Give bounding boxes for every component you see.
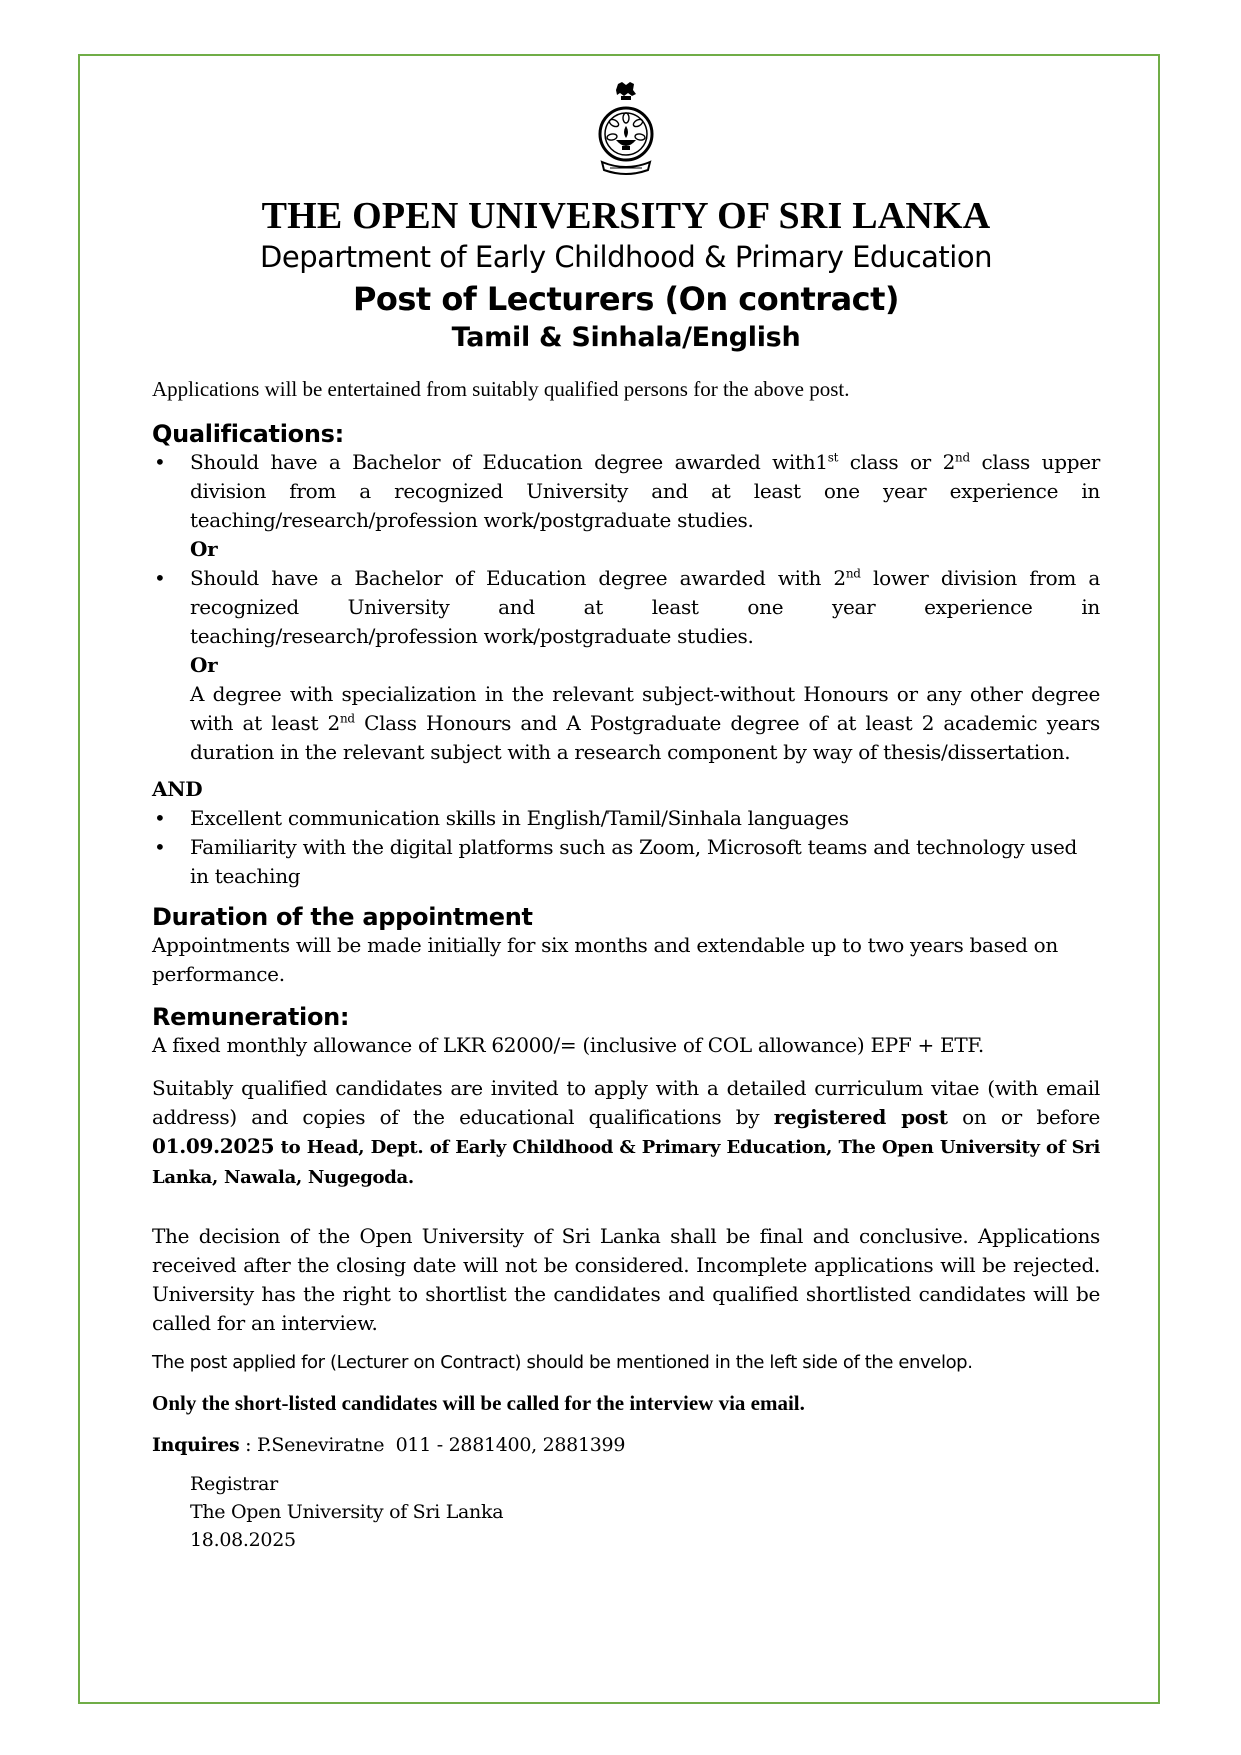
signature-block [152,1470,1100,1554]
university-crest-icon [588,80,664,180]
qualification-item: A degree with specialization in the relevant subject-without Honours or any other degree with at least 2nd Class Honours and A Postgraduate degree of at least 2 academic years duration in the relevant subject with a research component by way of thesis/dissertation. [190,682,1100,764]
or-separator: Or [190,653,218,677]
qualification-item: • Should have a Bachelor of Education degree awarded with 2nd lower division from a recognized University and at least one year experience in teaching/research/profession work/postgraduate studies. [154,566,1100,648]
languages: Tamil & Sinhala/English [451,322,801,353]
intro-text: Applications will be entertained from suitably qualified persons for the above post. [152,377,850,401]
university-name: THE OPEN UNIVERSITY OF SRI LANKA [261,195,991,237]
duration-text: Appointments will be made initially for six months and extendable up to two years based on performance. [152,933,1058,986]
qualifications-heading: Qualifications: [152,420,344,448]
signature-date: 18.08.2025 [190,1529,296,1551]
post-title: Post of Lecturers (On contract) [352,280,900,318]
and-label: AND [152,777,203,801]
envelope-note: The post applied for (Lecturer on Contract) should be mentioned in the left side of the envelop. [152,1352,973,1373]
bullet-icon: • [154,450,166,474]
signatory-org: The Open University of Sri Lanka [190,1501,504,1523]
remuneration-heading: Remuneration: [152,1003,350,1031]
remuneration-text: A fixed monthly allowance of LKR 62000/= (inclusive of COL allowance) EPF + ETF. [152,1033,984,1057]
or-separator: Or [190,537,218,561]
inquiries: Inquires : P.Seneviratne 011 - 2881400, 2881399 [152,1434,626,1456]
skill-item: • Excellent communication skills in English/Tamil/Sinhala languages [152,804,1100,833]
inquiries-contact: P.Seneviratne 011 - 2881400, 2881399 [257,1434,626,1456]
qualifications-list [152,448,1100,891]
qualification-item: • Should have a Bachelor of Education degree awarded with1st class or 2nd class upper division from a recognized University and at least one year experience in teaching/research/profession work/postgraduate studies. [154,450,1101,532]
decision-text: The decision of the Open University of Sri Lanka shall be final and conclusive. Applications received after the closing date will not be considered. Incomplete applications will be rejected. University has the right to shortlist the candidates and qualified shortlisted candidates will be called for an interview. [152,1224,1100,1335]
skill-item: • Familiarity with the digital platforms such as Zoom, Microsoft teams and technology used in teaching [154,835,1078,888]
closing-date: 01.09.2025 [152,1134,275,1158]
bullet-icon: • [154,806,166,830]
advertisement-content [152,72,1100,1554]
shortlist-note: Only the short-listed candidates will be called for the interview via email. [152,1391,805,1415]
bullet-icon: • [154,566,166,590]
postal-address: to Head, Dept. of Early Childhood & Primary Education, The Open University of Sri Lanka, Nawala, Nugegoda. [152,1137,1100,1188]
department-name: Department of Early Childhood & Primary Education [260,240,992,274]
application-instructions: Suitably qualified candidates are invited to apply with a detailed curriculum vitae (with email address) and copies of the educational qualifications by registered post on or before 01.09.2025 to Head, Dept. of Early Childhood & Primary Education, The Open University of Sri Lanka, Nawala, Nugegoda. [152,1076,1100,1188]
bullet-icon: • [154,835,166,859]
signatory-title: Registrar [190,1473,278,1495]
duration-heading: Duration of the appointment [152,903,533,931]
